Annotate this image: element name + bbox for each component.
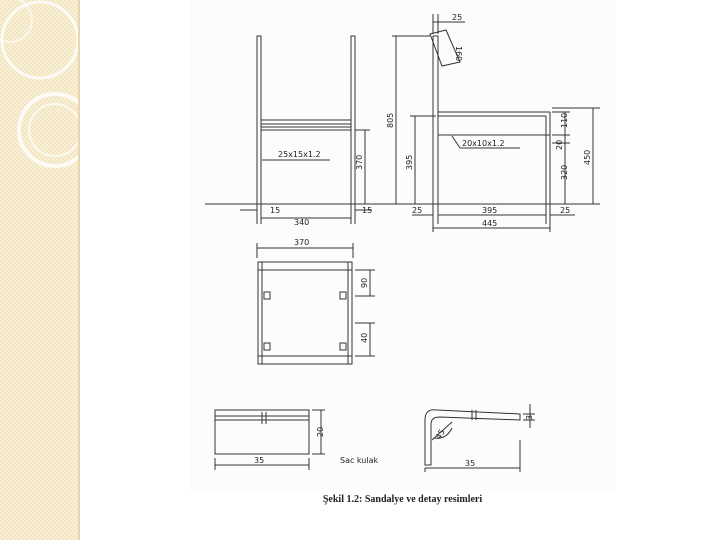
dim-front-height: 370 [355, 154, 364, 170]
dim-detail-right-width: 35 [465, 459, 476, 468]
dim-front-right-leg: 15 [362, 206, 373, 215]
dim-side-back: 160 [454, 46, 463, 62]
dim-top-r40: 40 [360, 332, 369, 343]
dim-front-top: 25 [452, 13, 463, 22]
dim-side-r20: 20 [555, 139, 564, 150]
dim-side-b-right: 25 [560, 206, 571, 215]
chair-drawing-svg [190, 0, 615, 490]
decorative-side-panel [0, 0, 80, 540]
detail-left [215, 410, 325, 470]
dim-detail-height: 20 [316, 426, 325, 437]
dim-detail-angle: 45 [433, 427, 447, 441]
dim-side-r320: 320 [560, 164, 569, 180]
dim-side-b-mid: 395 [482, 206, 498, 215]
dim-side-total-height: 805 [386, 112, 395, 128]
dim-top-r90: 90 [360, 277, 369, 288]
dim-side-seat-height: 395 [405, 154, 414, 170]
dim-side-b-left: 25 [412, 206, 423, 215]
dim-top-width: 370 [294, 238, 310, 247]
top-view [257, 243, 375, 364]
dim-detail-left-width: 35 [254, 456, 265, 465]
label-sac-kulak: Sac kulak [340, 456, 379, 465]
technical-drawing [190, 0, 615, 490]
dim-front-left-leg: 15 [270, 206, 281, 215]
dim-side-r450: 450 [583, 149, 592, 165]
dim-front-profile: 25x15x1.2 [278, 150, 321, 159]
panel-edge [78, 0, 80, 540]
dim-side-b-total: 445 [482, 219, 498, 228]
dim-front-seat-width: 340 [294, 218, 310, 227]
decorative-circles [0, 0, 80, 540]
dim-side-profile: 20x10x1.2 [462, 139, 505, 148]
dim-side-seat-thickness: 110 [560, 112, 569, 128]
front-view [205, 36, 415, 224]
dim-detail-right-small: 3 [525, 414, 534, 420]
figure-caption: Şekil 1.2: Sandalye ve detay resimleri [322, 494, 483, 505]
